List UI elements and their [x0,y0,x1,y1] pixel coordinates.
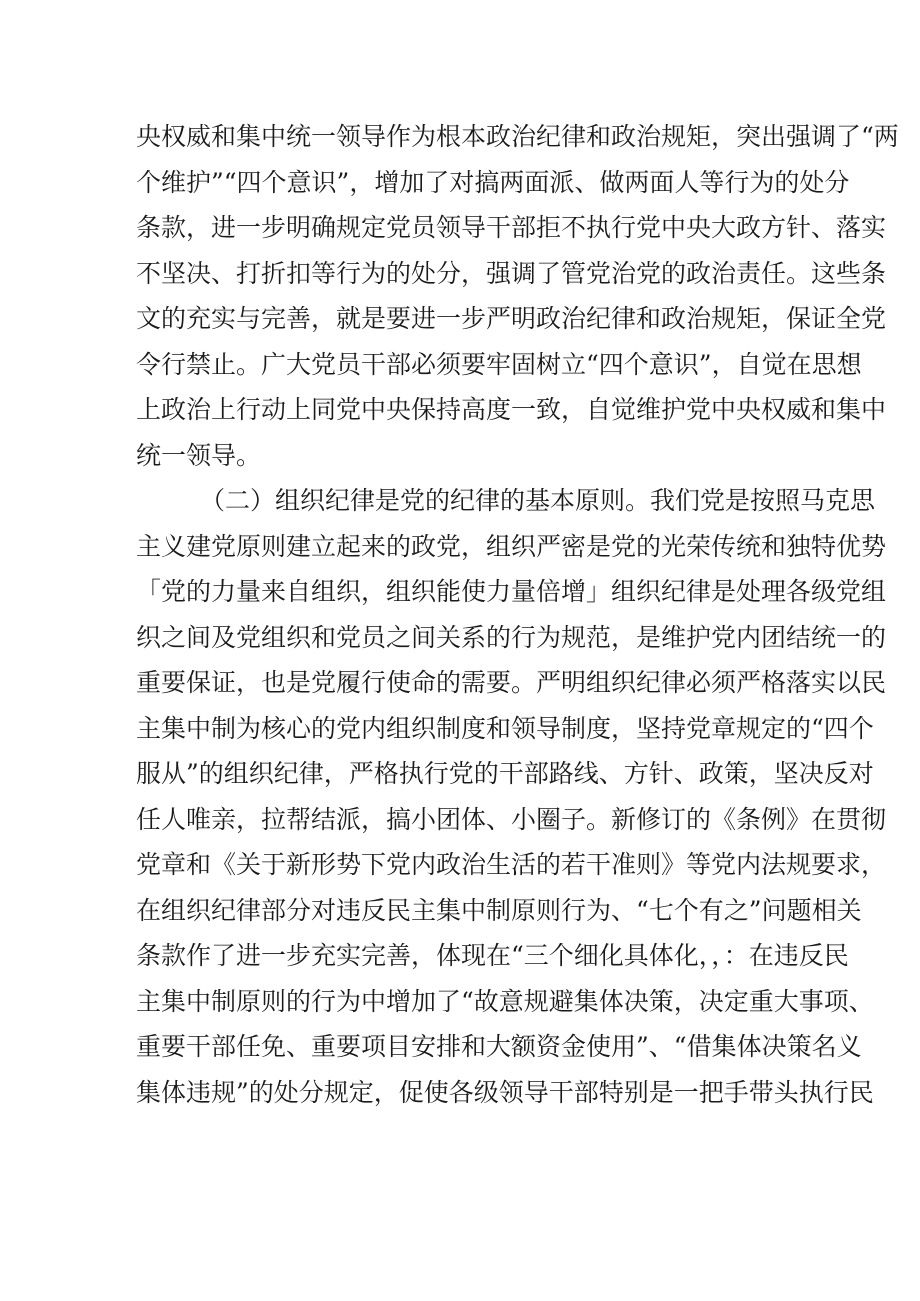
text-line: 主集中制为核心的党内组织制度和领导制度，坚持党章规定的“四个 [136,713,874,743]
text-line: 条款，进一步明确规定党员领导干部拒不执行党中央大政方针、落实 [136,213,887,242]
text-line: 「党的力量来自组织，组织能使力量倍增」组织纪律是处理各级党组 [136,577,887,606]
text-line: 不坚决、打折扣等行为的处分，强调了管党治党的政治责任。这些条 [136,258,887,288]
text-line: 重要干部任免、重要项目安排和大额资金使用”、“借集体决策名义 [136,1032,862,1061]
text-line: 在组织纪律部分对违反民主集中制原则行为、“七个有之”问题相关 [136,895,862,925]
document-body [136,114,899,1115]
text-line: 统一领导。 [136,440,262,470]
text-line: 主义建党原则建立起来的政党，组织严密是党的光荣传统和独特优势 [136,531,887,561]
text-line: 党章和《关于新形势下党内政治生活的若干准则》等党内法规要求， [136,850,887,879]
text-line: 条款作了进一步充实完善，体现在“三个细化具体化，，：在违反民 [136,941,849,970]
text-line: 重要保证，也是党履行使命的需要。严明组织纪律必须严格落实以民 [136,668,887,697]
text-line: 令行禁止。广大党员干部必须要牢固树立“四个意识”，自觉在思想 [136,349,862,379]
text-line: 央权威和集中统一领导作为根本政治纪律和政治规矩，突出强调了“两 [136,122,899,151]
text-line: 个维护”“四个意识”，增加了对搞两面派、做两面人等行为的处分 [136,167,850,197]
text-line: 织之间及党组织和党员之间关系的行为规范，是维护党内团结统一的 [136,622,887,652]
text-line: 任人唯亲，拉帮结派，搞小团体、小圈子。新修订的《条例》在贯彻 [136,804,887,834]
text-line: 服从”的组织纪律，严格执行党的干部路线、方针、政策，坚决反对 [136,759,874,788]
text-line: 集体违规”的处分规定，促使各级领导干部特别是一把手带头执行民 [136,1077,874,1107]
text-line: 上政治上行动上同党中央保持高度一致，自觉维护党中央权威和集中 [136,395,887,424]
paragraph-organizational-discipline [136,478,887,1115]
text-line: （二）组织纪律是党的纪律的基本原则。我们党是按照马克思 [200,486,876,515]
text-line: 文的充实与完善，就是要进一步严明政治纪律和政治规矩，保证全党 [136,304,887,333]
text-line: 主集中制原则的行为中增加了“故意规避集体决策，决定重大事项、 [136,986,874,1016]
paragraph-political-discipline [136,114,899,478]
